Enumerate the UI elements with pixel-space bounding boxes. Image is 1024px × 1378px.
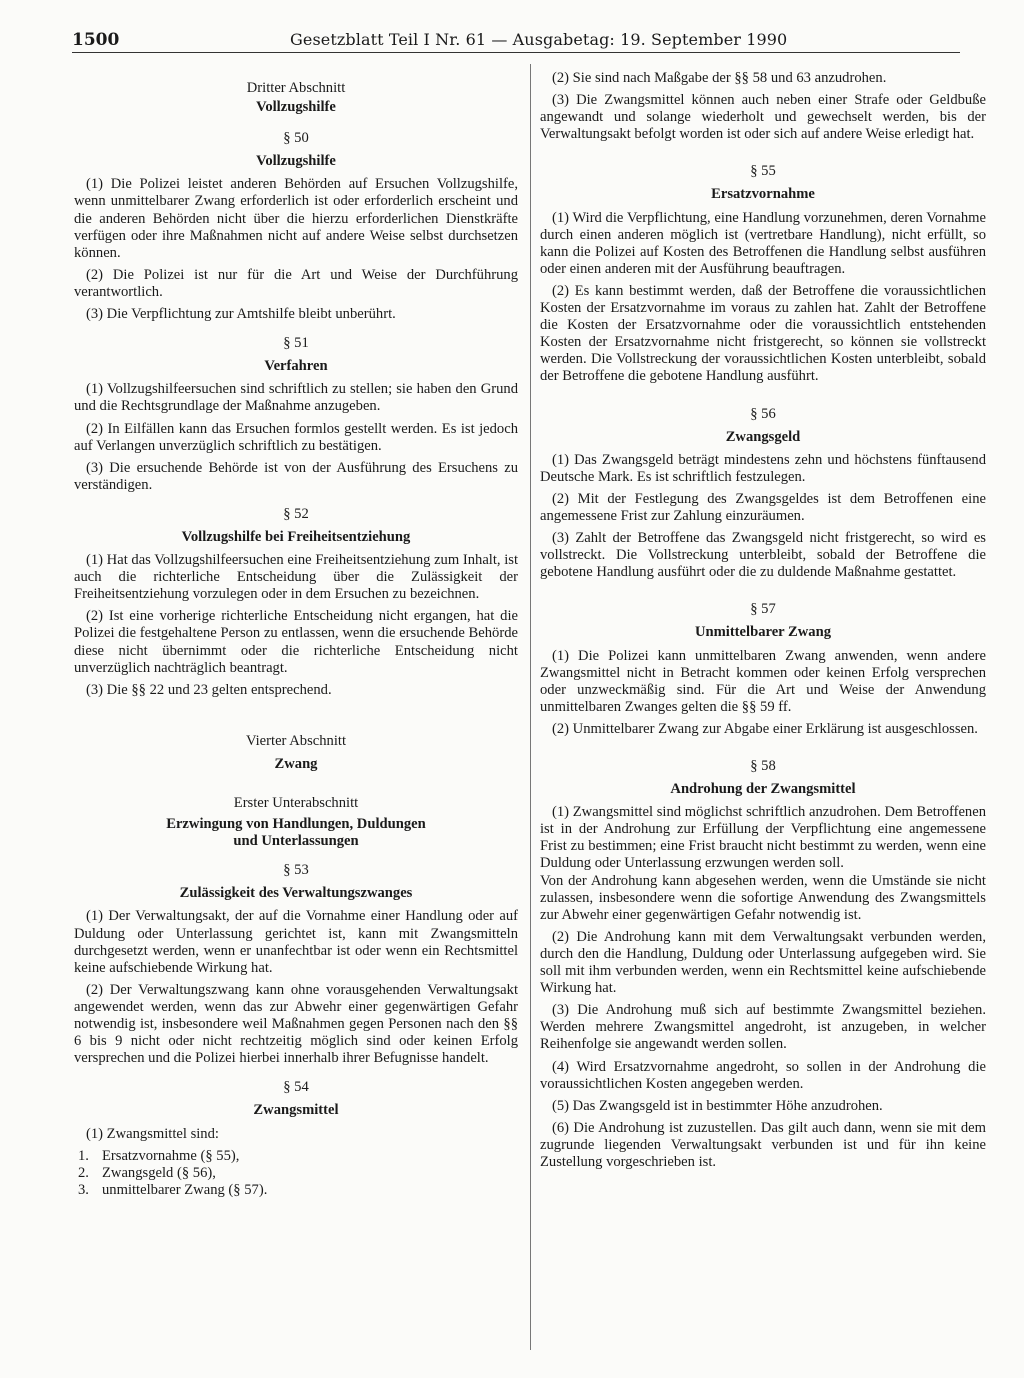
- unterabschnitt-title-line1: Erzwingung von Handlungen, Duldungen: [166, 816, 426, 833]
- page-number: 1500: [72, 30, 120, 50]
- paragraph: (1) Die Polizei kann unmittelbaren Zwang anwenden, wenn andere Zwangsmittel nicht in Betracht kommen oder keinen Erfolg versprechen oder unzweckmäßig sind. Für die Art und Weise der Anwendung unmittelbaren Zwanges gelten die §§ 59 ff.: [540, 647, 986, 715]
- section-title: Vollzugshilfe bei Freiheitsentziehung: [181, 528, 411, 545]
- abschnitt-title: Vollzugshilfe: [256, 99, 336, 116]
- paragraph: (3) Die ersuchende Behörde ist von der Ausführung des Ersuchens zu verständigen.: [74, 459, 518, 493]
- abschnitt-label: Vierter Abschnitt: [245, 732, 347, 749]
- section-title: Zulässigkeit des Verwaltungszwanges: [179, 885, 413, 902]
- list-item: [78, 1182, 518, 1199]
- zwangsmittel-list: [74, 1148, 518, 1199]
- list-item-number: 2.: [78, 1164, 89, 1181]
- section-number: § 57: [750, 601, 776, 618]
- header-rule: [72, 52, 960, 53]
- paragraph: (1) Zwangsmittel sind:: [86, 1125, 219, 1142]
- left-column: [74, 70, 518, 1199]
- section-number: § 51: [283, 335, 309, 352]
- list-item: [78, 1148, 518, 1165]
- running-head: Gesetzblatt Teil I Nr. 61 — Ausgabetag: 19. September 1990: [290, 30, 788, 49]
- paragraph: (1) Der Verwaltungsakt, der auf die Vornahme einer Handlung oder auf Duldung oder Unterlassung gerichtet ist, kann mit Zwangsmitteln durchgesetzt werden, wenn er unanfechtbar ist oder wenn ein Rechtsmittel keine aufschiebende Wirkung hat.: [74, 908, 518, 976]
- paragraph: (3) Die Androhung muß sich auf bestimmte Zwangsmittel beziehen. Werden mehrere Zwangsmittel angedroht, ist anzugeben, in welcher Reihenfolge sie angewandt werden sollen.: [540, 1002, 986, 1053]
- paragraph: (6) Die Androhung ist zuzustellen. Das gilt auch dann, wenn sie mit dem zugrunde liegenden Verwaltungsakt verbunden ist und für ihn keine Zustellung vorgeschrieben ist.: [540, 1119, 986, 1170]
- section-title: Androhung der Zwangsmittel: [670, 781, 856, 798]
- paragraph: (2) Die Polizei ist nur für die Art und Weise der Durchführung verantwortlich.: [74, 266, 518, 300]
- section-title: Ersatzvornahme: [711, 186, 815, 203]
- paragraph: (1) Zwangsmittel sind möglichst schriftlich anzudrohen. Dem Betroffenen ist in der Androhung zur Erfüllung der Verpflichtung eine angemessene Frist zu bestimmen; eine Frist braucht nicht bestimmt zu werden, wenn eine Duldung oder Unterlassung erzwungen werden soll.: [540, 804, 986, 872]
- paragraph: (2) Mit der Festlegung des Zwangsgeldes ist dem Betroffenen eine angemessene Frist zur Zahlung einzuräumen.: [540, 490, 986, 524]
- paragraph: (2) In Eilfällen kann das Ersuchen formlos gestellt werden. Es ist jedoch auf Verlangen unverzüglich schriftlich zu bestätigen.: [74, 420, 518, 454]
- section-number: § 50: [283, 130, 309, 147]
- list-item-text: Zwangsgeld (§ 56),: [102, 1164, 216, 1181]
- list-item-number: 3.: [78, 1181, 89, 1198]
- paragraph: (2) Es kann bestimmt werden, daß der Betroffene die voraussichtlichen Kosten der Ersatzvornahme im voraus zu zahlen hat. Zahlt der Betroffene die Kosten der Ersatzvornahme oder die voraussichtlich entstehenden Kosten der Ersatzvornahme nicht fristgerecht, so können sie vollstreckt werden. Die Vollstreckung der voraussichtlichen Kosten unterbleibt, sobald der Betroffene die gebotene Handlung ausführt.: [540, 282, 986, 385]
- paragraph: (4) Wird Ersatzvornahme angedroht, so sollen in der Androhung die voraussichtlichen Kosten angegeben werden.: [540, 1058, 986, 1092]
- paragraph: (3) Die §§ 22 und 23 gelten entsprechend.: [86, 681, 332, 698]
- section-number: § 58: [750, 758, 776, 774]
- section-number: § 55: [750, 163, 776, 180]
- paragraph: (3) Zahlt der Betroffene das Zwangsgeld nicht fristgerecht, so wird es vollstreckt. Die Vollstreckung unterbleibt, sobald der Betroffene die gebotene Handlung ausführt oder die zu duldende Maßnahme gestattet.: [540, 530, 986, 581]
- paragraph: (1) Vollzugshilfeersuchen sind schriftlich zu stellen; sie haben den Grund und die Rechtsgrundlage der Maßnahme anzugeben.: [74, 381, 518, 415]
- page-header: [72, 30, 960, 54]
- unterabschnitt-label: Erster Unterabschnitt: [233, 795, 359, 811]
- section-title: Zwangsgeld: [725, 428, 801, 445]
- paragraph: (1) Die Polizei leistet anderen Behörden auf Ersuchen Vollzugshilfe, wenn unmittelbarer Zwang erforderlich ist oder erforderlich erscheint und die anderen Behörden nicht über die hierzu erforderlichen Dienstkräfte verfügen oder ihre Maßnahmen nicht auf andere Weise selbst durchsetzen können.: [74, 176, 518, 261]
- section-number: § 52: [283, 505, 309, 522]
- right-column: [540, 70, 986, 1176]
- paragraph: (1) Das Zwangsgeld beträgt mindestens zehn und höchstens fünftausend Deutsche Mark. Es ist schriftlich festzulegen.: [540, 451, 986, 485]
- column-divider: [530, 64, 531, 1350]
- section-title: Verfahren: [264, 358, 328, 375]
- list-item-text: unmittelbarer Zwang (§ 57).: [102, 1181, 268, 1198]
- section-number: § 54: [283, 1079, 309, 1096]
- section-title: Unmittelbarer Zwang: [694, 624, 832, 641]
- paragraph: (2) Unmittelbarer Zwang zur Abgabe einer Erklärung ist ausgeschlossen.: [552, 720, 978, 737]
- paragraph: (1) Hat das Vollzugshilfeersuchen eine Freiheitsentziehung zum Inhalt, ist auch die richterliche Entscheidung über die Zulässigkeit der Freiheitsentziehung vorzulegen oder in dem Ersuchen zu bezeichnen.: [74, 552, 518, 603]
- paragraph: (3) Die Verpflichtung zur Amtshilfe bleibt unberührt.: [86, 306, 396, 323]
- paragraph: (5) Das Zwangsgeld ist in bestimmter Höhe anzudrohen.: [552, 1097, 883, 1114]
- paragraph: (3) Die Zwangsmittel können auch neben einer Strafe oder Geldbuße angewandt und solange wiederholt und gewechselt werden, bis der Verwaltungsakt befolgt worden ist oder sich auf andere Weise erledigt hat.: [540, 92, 986, 143]
- section-number: § 56: [750, 405, 776, 422]
- abschnitt-label: Dritter Abschnitt: [246, 80, 346, 96]
- section-number: § 53: [283, 862, 309, 879]
- paragraph: Von der Androhung kann abgesehen werden, wenn die Umstände sie nicht zulassen, insbesondere wenn die sofortige Anwendung des Zwangsmittels zur Abwehr einer gegenwärtigen Gefahr notwendig ist.: [540, 872, 986, 923]
- paragraph: (2) Die Androhung kann mit dem Verwaltungsakt verbunden werden, durch den die Handlung, Duldung oder Unterlassung aufgegeben wird. Sie soll mit ihm verbunden werden, wenn ein Rechtsmittel keine aufschiebende Wirkung hat.: [540, 928, 986, 997]
- section-title: Vollzugshilfe: [256, 153, 336, 170]
- paragraph: (1) Wird die Verpflichtung, eine Handlung vorzunehmen, deren Vornahme durch einen anderen möglich ist (vertretbare Handlung), nicht erfüllt, so kann die Polizei auf Kosten des Betroffenen die Handlung selbst ausführen oder einen anderen mit der Ausführung beauftragen.: [540, 209, 986, 277]
- paragraph: (2) Sie sind nach Maßgabe der §§ 58 und 63 anzudrohen.: [552, 70, 887, 86]
- list-item-text: Ersatzvornahme (§ 55),: [102, 1147, 240, 1164]
- list-item: [78, 1165, 518, 1182]
- paragraph: (2) Der Verwaltungszwang kann ohne vorausgehenden Verwaltungsakt angewendet werden, wenn das zur Abwehr einer gegenwärtigen Gefahr notwendig ist, insbesondere weil Maßnahmen gegen Personen nach den §§ 6 bis 9 nicht oder nicht rechtzeitig möglich sind oder keinen Erfolg versprechen und die Polizei hierbei innerhalb ihrer Befugnisse handelt.: [74, 981, 518, 1067]
- section-title: Zwangsmittel: [253, 1102, 339, 1119]
- abschnitt-title: Zwang: [274, 755, 318, 772]
- list-item-number: 1.: [78, 1147, 89, 1164]
- paragraph: (2) Ist eine vorherige richterliche Entscheidung nicht ergangen, hat die Polizei die festgehaltene Person zu entlassen, wenn die ersuchende Behörde diese nicht übernimmt oder die richterliche Entscheidung nicht unverzüglich nachträglich beantragt.: [74, 608, 518, 676]
- unterabschnitt-title-line2: und Unterlassungen: [233, 833, 359, 850]
